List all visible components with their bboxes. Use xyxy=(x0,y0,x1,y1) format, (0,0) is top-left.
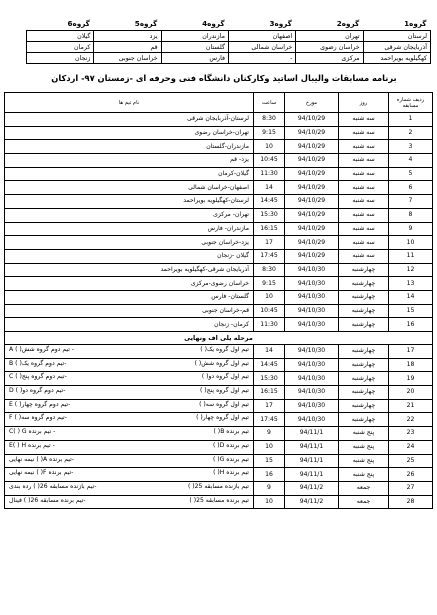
match-row xyxy=(5,304,433,318)
group-team: گیلان xyxy=(27,31,94,42)
match-date: 94/10/30 xyxy=(285,358,339,372)
team-b: - تیم برنده C( ) G xyxy=(9,428,56,436)
match-time: 14 xyxy=(254,181,285,195)
knockout-row xyxy=(5,495,433,509)
match-row xyxy=(5,263,433,277)
knockout-teams xyxy=(5,427,254,441)
schedule-table xyxy=(4,92,433,509)
match-day: چهارشنبه xyxy=(339,358,389,372)
match-time: 16 xyxy=(254,468,285,482)
group-team: - xyxy=(229,53,296,64)
team-b: -تیم بازنده مسابقه 26( ) رده بندی xyxy=(9,482,97,490)
match-day: چهارشنبه xyxy=(339,345,389,359)
knockout-teams xyxy=(5,386,254,400)
match-time: 10 xyxy=(254,495,285,509)
match-date: 94/11/1 xyxy=(285,468,339,482)
match-day: چهارشنبه xyxy=(339,399,389,413)
group-header: گروه1 xyxy=(404,19,427,28)
section-row xyxy=(5,332,433,345)
group-team: کهگیلویه بویراحمد xyxy=(363,53,430,64)
match-row xyxy=(5,113,433,127)
match-number: 3 xyxy=(389,140,433,154)
match-number: 2 xyxy=(389,126,433,140)
match-date: 94/10/30 xyxy=(285,263,339,277)
match-date: 94/11/2 xyxy=(285,495,339,509)
page-title: برنامه مسابقات والیبال اساتید وکارکنان دانشگاه فنی وحرفه ای -زمستان ۹۷- اردکان xyxy=(51,73,397,83)
match-number: 15 xyxy=(389,304,433,318)
col-teams: نام تیم ها xyxy=(5,93,254,113)
knockout-row xyxy=(5,481,433,495)
groups-row xyxy=(27,53,431,64)
team-a: تیم اول گروه دو( ) xyxy=(201,373,249,381)
group-team: قم xyxy=(94,42,161,53)
match-date: 94/10/29 xyxy=(285,208,339,222)
team-a: تیم برنده G( ) xyxy=(212,455,249,463)
groups-row xyxy=(27,31,431,42)
match-day: چهارشنبه xyxy=(339,290,389,304)
knockout-teams xyxy=(5,345,254,359)
group-team: اصفهان xyxy=(229,31,296,42)
knockout-row xyxy=(5,440,433,454)
match-time: 17:45 xyxy=(254,249,285,263)
knockout-row xyxy=(5,345,433,359)
match-time: 10 xyxy=(254,290,285,304)
match-number: 22 xyxy=(389,413,433,427)
match-row xyxy=(5,195,433,209)
match-teams: تهران- مرکزی xyxy=(5,208,254,222)
match-row xyxy=(5,126,433,140)
match-number: 11 xyxy=(389,249,433,263)
match-date: 94/10/30 xyxy=(285,372,339,386)
match-date: 94/10/30 xyxy=(285,413,339,427)
match-teams: یزد-خراسان جنوبی xyxy=(5,236,254,250)
match-teams: لرستان-کهگیلویه بویراحمد xyxy=(5,195,254,209)
match-teams: یزد- قم xyxy=(5,154,254,168)
match-number: 7 xyxy=(389,195,433,209)
match-row xyxy=(5,181,433,195)
match-time: 10 xyxy=(254,440,285,454)
match-row xyxy=(5,236,433,250)
team-b: - تیم دوم گروه شش( ) A xyxy=(9,346,75,353)
match-number: 13 xyxy=(389,277,433,291)
match-day: سه شنبه xyxy=(339,181,389,195)
knockout-teams xyxy=(5,468,254,482)
match-time: 17 xyxy=(254,236,285,250)
match-time: 15:30 xyxy=(254,372,285,386)
match-day: چهارشنبه xyxy=(339,304,389,318)
match-time: 11:30 xyxy=(254,167,285,181)
match-time: 15 xyxy=(254,454,285,468)
match-day: پنج شنبه xyxy=(339,454,389,468)
match-number: 18 xyxy=(389,358,433,372)
match-date: 94/10/30 xyxy=(285,304,339,318)
team-a: تیم اول گروه یک( ) xyxy=(200,346,249,353)
match-teams: گلستان- فارس xyxy=(5,290,254,304)
match-time: 9:15 xyxy=(254,126,285,140)
match-day: سه شنبه xyxy=(339,195,389,209)
team-a: تیم اول گروه سه( ) xyxy=(199,400,249,408)
match-number: 10 xyxy=(389,236,433,250)
group-header: گروه5 xyxy=(134,19,158,28)
match-date: 94/10/29 xyxy=(285,140,339,154)
col-date: مورخ xyxy=(285,93,339,113)
match-teams: آذربایجان شرقی-کهگیلویه بویراحمد xyxy=(5,263,254,277)
match-row xyxy=(5,140,433,154)
knockout-row xyxy=(5,386,433,400)
team-b: -تیم برنده F( ) نیمه نهایی xyxy=(9,469,74,477)
groups-table xyxy=(26,17,431,64)
knockout-row xyxy=(5,399,433,413)
team-b: -تیم دوم گروه چهار( ) E xyxy=(9,400,71,408)
schedule-header-row xyxy=(5,93,433,113)
team-b: -تیم برنده مسابقه 26( ) فینال xyxy=(9,496,86,504)
match-day: سه شنبه xyxy=(339,167,389,181)
group-team: آذربایجان شرقی xyxy=(363,42,430,53)
team-b: -تیم دوم گروه پنج( ) C xyxy=(9,373,67,381)
match-day: چهارشنبه xyxy=(339,413,389,427)
group-team: تهران xyxy=(296,31,363,42)
match-time: 16:15 xyxy=(254,222,285,236)
match-number: 25 xyxy=(389,454,433,468)
match-row xyxy=(5,318,433,332)
match-date: 94/10/29 xyxy=(285,195,339,209)
match-number: 27 xyxy=(389,481,433,495)
match-teams: کرمان- زنجان xyxy=(5,318,254,332)
match-date: 94/10/30 xyxy=(285,277,339,291)
match-number: 21 xyxy=(389,399,433,413)
match-row xyxy=(5,154,433,168)
match-time: 10:45 xyxy=(254,304,285,318)
section-title: مرحله یلی اف ونهایی xyxy=(5,332,433,345)
match-row xyxy=(5,277,433,291)
match-time: 11:30 xyxy=(254,318,285,332)
match-day: چهارشنبه xyxy=(339,263,389,277)
match-date: 94/10/29 xyxy=(285,126,339,140)
match-time: 14:45 xyxy=(254,195,285,209)
match-number: 1 xyxy=(389,113,433,127)
match-row xyxy=(5,208,433,222)
match-row xyxy=(5,222,433,236)
match-date: 94/11/1 xyxy=(285,427,339,441)
knockout-teams xyxy=(5,358,254,372)
knockout-teams xyxy=(5,495,254,509)
match-day: چهارشنبه xyxy=(339,372,389,386)
match-time: 8:30 xyxy=(254,263,285,277)
knockout-row xyxy=(5,413,433,427)
team-a: تیم اول گروه چهار( ) xyxy=(196,414,249,422)
match-teams: گیلان-کرمان xyxy=(5,167,254,181)
match-day: سه شنبه xyxy=(339,236,389,250)
match-teams: خراسان رضوی-مرکزی xyxy=(5,277,254,291)
match-date: 94/11/2 xyxy=(285,481,339,495)
team-a: تیم بازنده مسابقه 25( ) xyxy=(187,482,249,490)
match-day: سه شنبه xyxy=(339,222,389,236)
group-team: کرمان xyxy=(27,42,94,53)
team-b: -تیم دوم گروه دو( ) D xyxy=(9,387,66,395)
match-time: 17:45 xyxy=(254,413,285,427)
match-day: سه شنبه xyxy=(339,249,389,263)
match-day: پنج شنبه xyxy=(339,468,389,482)
group-team: مازندران xyxy=(161,31,228,42)
team-a: تیم برنده D( ) xyxy=(212,441,249,449)
match-number: 14 xyxy=(389,290,433,304)
knockout-teams xyxy=(5,399,254,413)
match-number: 4 xyxy=(389,154,433,168)
match-date: 94/10/30 xyxy=(285,318,339,332)
match-row xyxy=(5,249,433,263)
match-day: سه شنبه xyxy=(339,113,389,127)
match-time: 9 xyxy=(254,481,285,495)
match-time: 16:15 xyxy=(254,386,285,400)
match-row xyxy=(5,167,433,181)
match-day: سه شنبه xyxy=(339,140,389,154)
match-time: 15:30 xyxy=(254,208,285,222)
knockout-row xyxy=(5,372,433,386)
match-teams: لرستان-آذربایجان شرقی xyxy=(5,113,254,127)
match-time: 9 xyxy=(254,427,285,441)
match-row xyxy=(5,290,433,304)
col-time: ساعت xyxy=(254,93,285,113)
match-teams: مازندران-گلستان xyxy=(5,140,254,154)
group-header: گروه2 xyxy=(336,19,360,28)
group-team: خراسان شمالی xyxy=(229,42,296,53)
match-day: سه شنبه xyxy=(339,154,389,168)
match-date: 94/10/29 xyxy=(285,249,339,263)
match-date: 94/10/29 xyxy=(285,222,339,236)
match-time: 9:15 xyxy=(254,277,285,291)
knockout-teams xyxy=(5,372,254,386)
match-date: 94/10/30 xyxy=(285,386,339,400)
group-team: خراسان رضوی xyxy=(296,42,363,53)
match-date: 94/11/1 xyxy=(285,440,339,454)
group-team: لرستان xyxy=(363,31,430,42)
match-time: 10:45 xyxy=(254,154,285,168)
match-day: سه شنبه xyxy=(339,126,389,140)
match-number: 28 xyxy=(389,495,433,509)
match-date: 94/10/29 xyxy=(285,236,339,250)
match-teams: مازندران- فارس xyxy=(5,222,254,236)
team-a: تیم اول گروه پنج( ) xyxy=(199,387,249,395)
col-row-number: ردیف شماره مسابقه xyxy=(389,93,433,113)
match-time: 17 xyxy=(254,399,285,413)
match-time: 14:45 xyxy=(254,358,285,372)
match-date: 94/10/30 xyxy=(285,399,339,413)
knockout-row xyxy=(5,454,433,468)
knockout-teams xyxy=(5,454,254,468)
match-date: 94/10/30 xyxy=(285,345,339,359)
match-number: 20 xyxy=(389,386,433,400)
team-a: تیم برنده H( ) xyxy=(213,469,249,477)
team-b: -تیم برنده A( ) نیمه نهایی xyxy=(9,455,75,463)
match-teams: قم-خراسان جنوبی xyxy=(5,304,254,318)
group-header: گروه6 xyxy=(67,19,90,28)
match-number: 17 xyxy=(389,345,433,359)
team-a: تیم برنده B( ) xyxy=(213,428,249,436)
team-b: - تیم برنده E( ) H xyxy=(9,441,55,449)
match-time: 8:30 xyxy=(254,113,285,127)
match-teams: اصفهان-خراسان شمالی xyxy=(5,181,254,195)
match-day: جمعه xyxy=(339,481,389,495)
match-teams: گیلان -زنجان xyxy=(5,249,254,263)
match-number: 24 xyxy=(389,440,433,454)
match-number: 5 xyxy=(389,167,433,181)
team-a: تیم اول گروه شش( ) xyxy=(194,359,249,367)
match-day: جمعه xyxy=(339,495,389,509)
match-teams: تهران-خراسان رضوی xyxy=(5,126,254,140)
team-b: -تیم دوم گروه سه( ) F xyxy=(9,414,67,422)
match-day: چهارشنبه xyxy=(339,386,389,400)
match-day: سه شنبه xyxy=(339,208,389,222)
match-number: 23 xyxy=(389,427,433,441)
match-day: پنج شنبه xyxy=(339,427,389,441)
match-number: 6 xyxy=(389,181,433,195)
match-number: 12 xyxy=(389,263,433,277)
group-team: زنجان xyxy=(27,53,94,64)
match-number: 26 xyxy=(389,468,433,482)
group-header: گروه3 xyxy=(269,19,292,28)
match-day: چهارشنبه xyxy=(339,318,389,332)
match-date: 94/10/29 xyxy=(285,181,339,195)
group-team: یزد xyxy=(94,31,161,42)
match-date: 94/10/29 xyxy=(285,113,339,127)
match-date: 94/10/29 xyxy=(285,154,339,168)
match-number: 19 xyxy=(389,372,433,386)
match-day: چهارشنبه xyxy=(339,277,389,291)
groups-row xyxy=(27,42,431,53)
knockout-teams xyxy=(5,440,254,454)
match-number: 9 xyxy=(389,222,433,236)
match-time: 14 xyxy=(254,345,285,359)
match-date: 94/11/1 xyxy=(285,454,339,468)
knockout-row xyxy=(5,358,433,372)
groups-header-row xyxy=(27,17,431,31)
group-team: گلستان xyxy=(161,42,228,53)
match-number: 8 xyxy=(389,208,433,222)
col-day: روز xyxy=(339,93,389,113)
match-time: 10 xyxy=(254,140,285,154)
team-b: -تیم دوم گروه یک( ) B xyxy=(9,359,67,367)
match-number: 16 xyxy=(389,318,433,332)
match-date: 94/10/29 xyxy=(285,167,339,181)
knockout-teams xyxy=(5,481,254,495)
knockout-row xyxy=(5,468,433,482)
group-header: گروه4 xyxy=(202,19,225,28)
group-team: فارس xyxy=(161,53,228,64)
group-team: مرکزی xyxy=(296,53,363,64)
match-date: 94/10/30 xyxy=(285,290,339,304)
team-a: تیم برنده مسابقه 25( ) xyxy=(189,496,249,504)
knockout-row xyxy=(5,427,433,441)
group-team: خراسان جنوبی xyxy=(94,53,161,64)
knockout-teams xyxy=(5,413,254,427)
match-day: پنج شنبه xyxy=(339,440,389,454)
